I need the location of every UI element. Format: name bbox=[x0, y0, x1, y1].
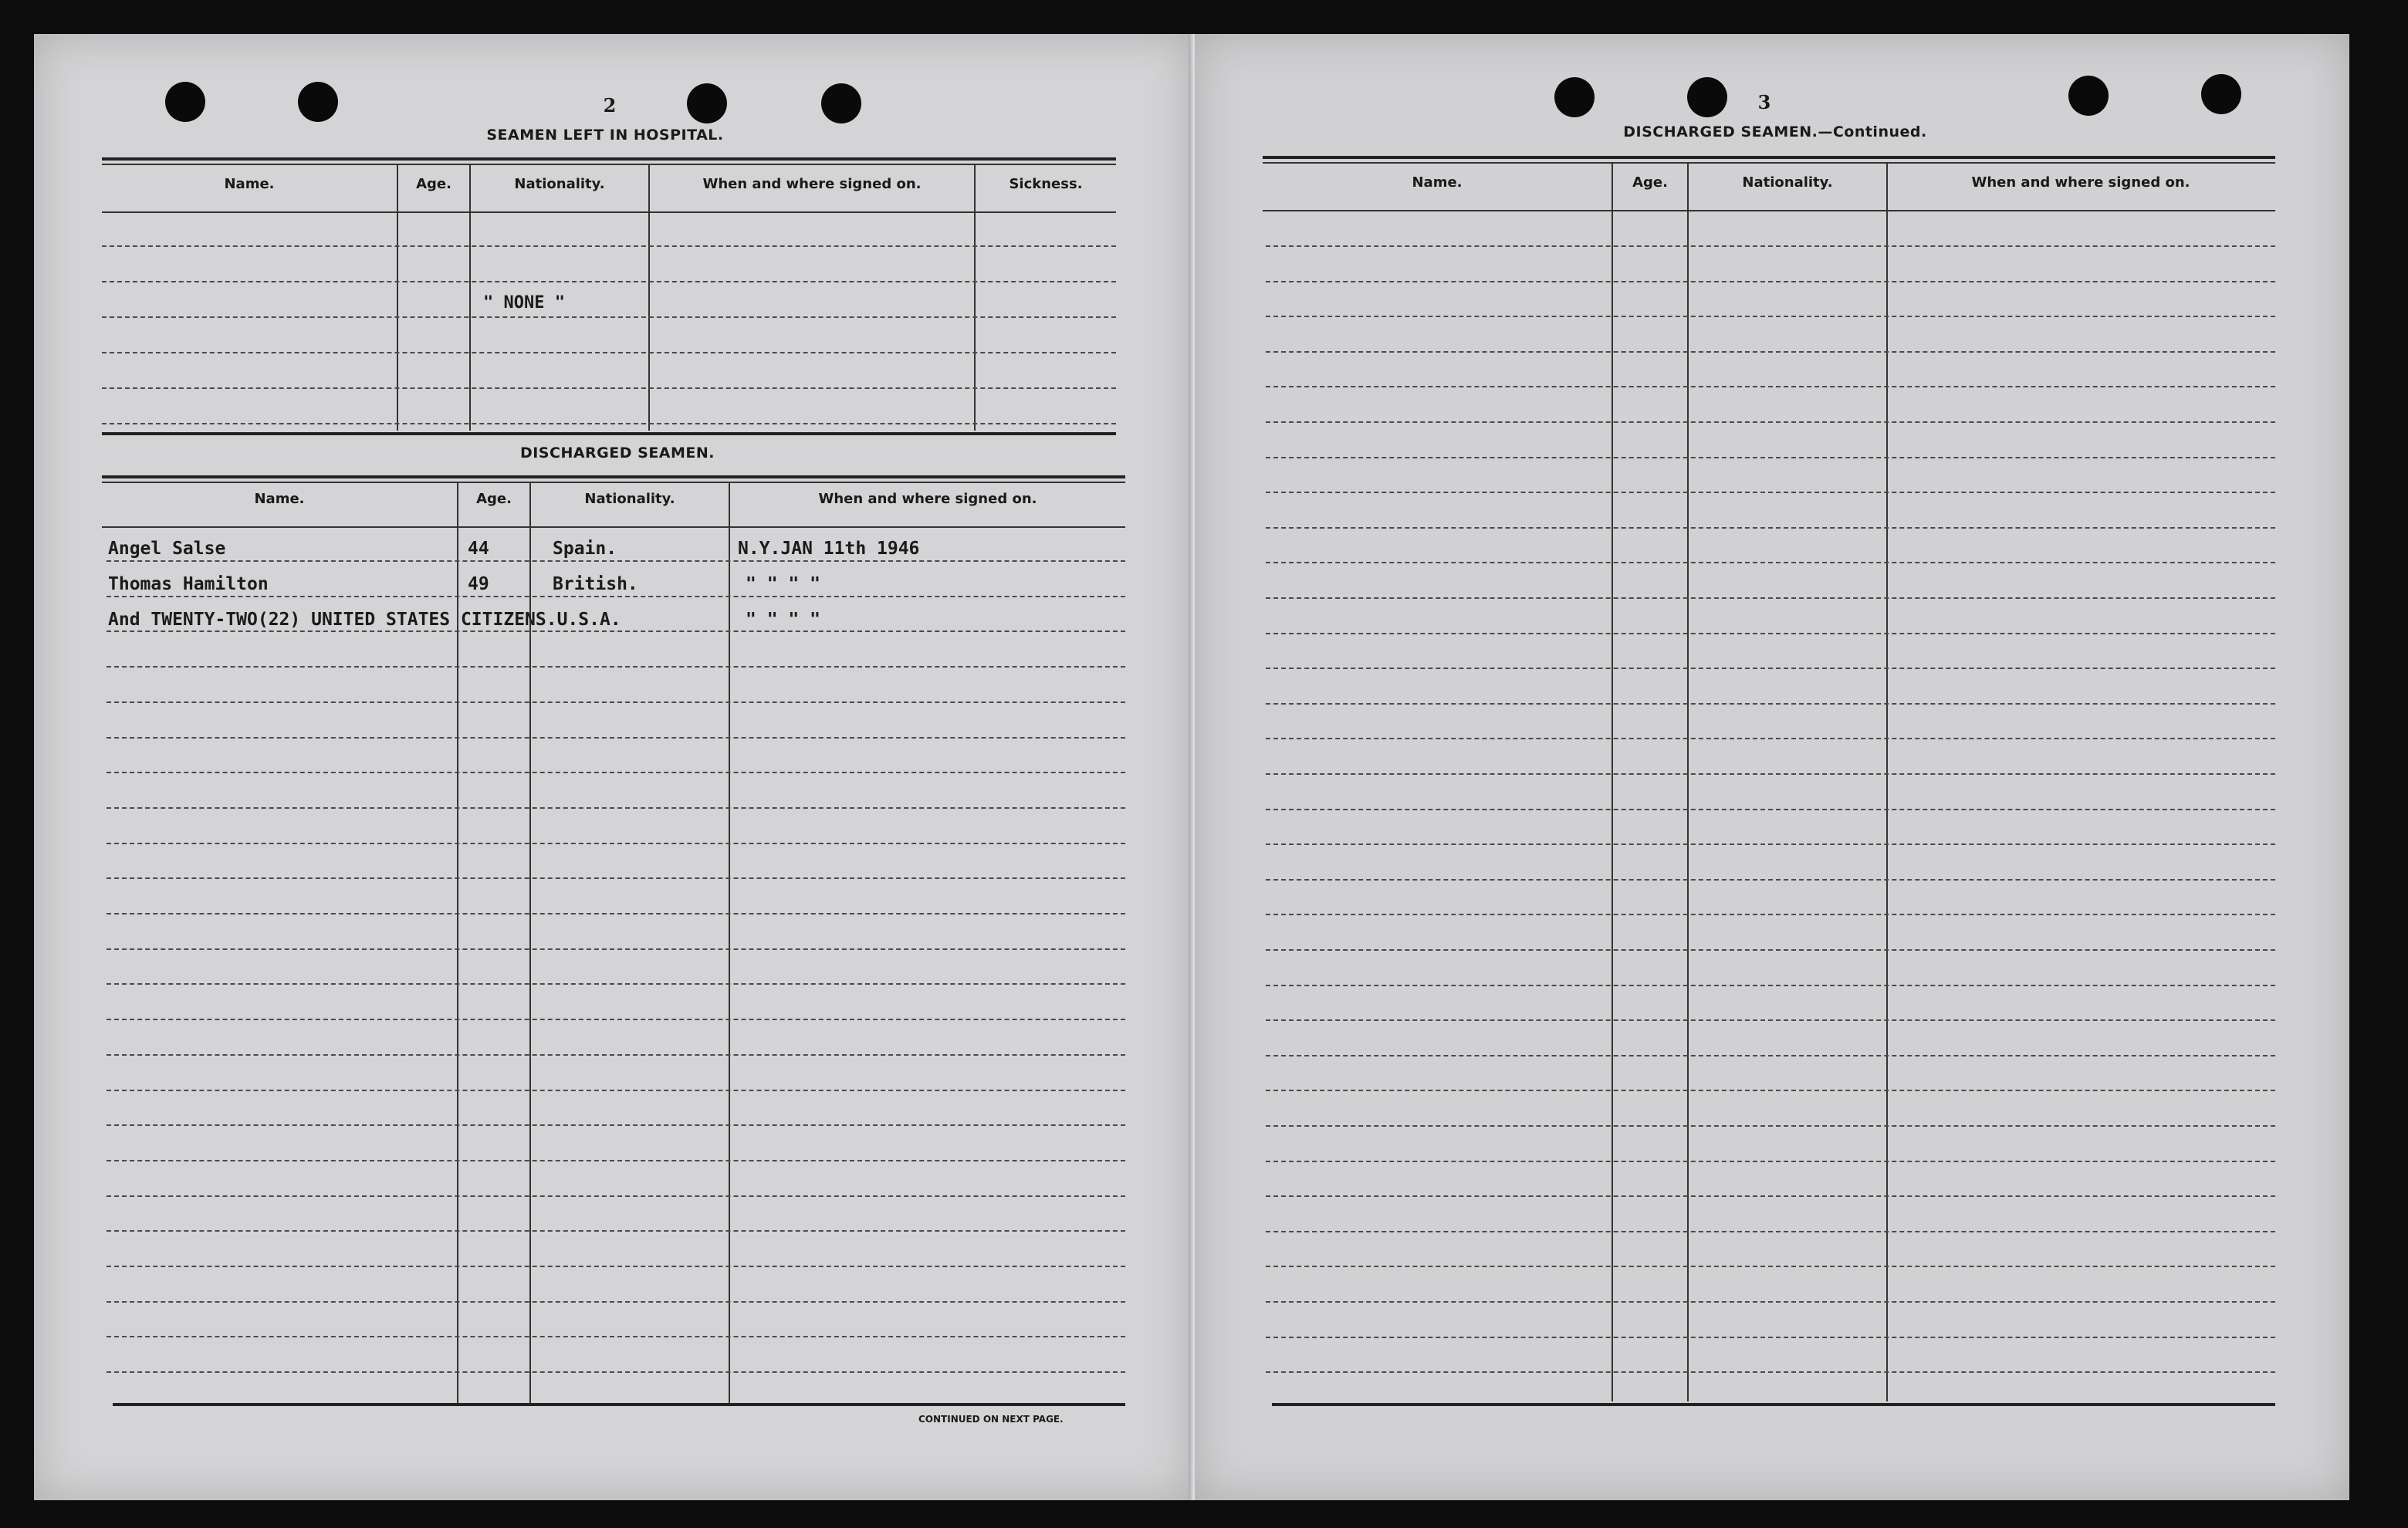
discharged-continued-title: DISCHARGED SEAMEN.—Continued. bbox=[1623, 123, 1927, 140]
row-line bbox=[107, 1054, 1125, 1056]
table-rule bbox=[113, 1403, 1125, 1406]
row-line bbox=[1266, 738, 2275, 739]
column-header: Sickness. bbox=[1009, 176, 1083, 192]
row-line bbox=[1266, 1195, 2275, 1197]
row-line bbox=[1266, 351, 2275, 353]
right-page bbox=[1195, 34, 2349, 1500]
table-rule bbox=[102, 211, 1116, 213]
row-line bbox=[102, 245, 1116, 247]
punch-hole bbox=[165, 82, 205, 122]
row-line bbox=[107, 807, 1125, 809]
row-line bbox=[107, 877, 1125, 879]
column-divider bbox=[1886, 162, 1888, 1401]
row-line bbox=[107, 596, 1125, 597]
table-rule bbox=[102, 164, 1116, 165]
row-line bbox=[1266, 281, 2275, 282]
seaman-signed-on: N.Y.JAN 11th 1946 bbox=[738, 539, 920, 559]
column-header: Name. bbox=[224, 176, 275, 192]
punch-hole bbox=[821, 83, 861, 123]
row-line bbox=[1266, 773, 2275, 775]
row-line bbox=[1266, 1055, 2275, 1056]
column-divider bbox=[974, 164, 976, 431]
row-line bbox=[107, 913, 1125, 914]
row-line bbox=[1266, 1090, 2275, 1091]
page-number: 2 bbox=[603, 94, 617, 117]
row-line bbox=[102, 316, 1116, 318]
row-line bbox=[107, 1301, 1125, 1303]
column-header: When and where signed on. bbox=[702, 176, 922, 192]
row-line bbox=[1266, 1266, 2275, 1267]
left-page bbox=[34, 34, 1192, 1500]
table-rule bbox=[1263, 162, 2275, 164]
punch-hole bbox=[687, 83, 727, 123]
row-line bbox=[1266, 1371, 2275, 1373]
seaman-signed-on: " " " " bbox=[746, 610, 820, 630]
column-divider bbox=[1612, 162, 1613, 1401]
row-line bbox=[1266, 1161, 2275, 1162]
row-line bbox=[107, 948, 1125, 950]
seaman-name: Thomas Hamilton bbox=[108, 574, 269, 594]
row-line bbox=[1266, 1231, 2275, 1232]
discharged-section-title: DISCHARGED SEAMEN. bbox=[519, 445, 715, 461]
seaman-nationality: British. bbox=[553, 574, 638, 594]
row-line bbox=[107, 1195, 1125, 1197]
row-line bbox=[107, 772, 1125, 773]
row-line bbox=[102, 387, 1116, 389]
column-header: Name. bbox=[1412, 174, 1463, 191]
column-divider bbox=[648, 164, 650, 431]
row-line bbox=[107, 630, 1125, 632]
row-line bbox=[1266, 914, 2275, 915]
row-line bbox=[1266, 245, 2275, 247]
punch-hole bbox=[2201, 74, 2241, 114]
column-header: Age. bbox=[476, 491, 512, 507]
table-rule bbox=[1263, 156, 2275, 159]
hospital-entry: " NONE " bbox=[483, 293, 565, 313]
row-line bbox=[1266, 879, 2275, 881]
row-line bbox=[107, 1336, 1125, 1337]
table-rule bbox=[1263, 210, 2275, 211]
row-line bbox=[107, 1124, 1125, 1126]
seaman-signed-on: " " " " bbox=[746, 574, 820, 594]
row-line bbox=[107, 1371, 1125, 1373]
table-rule bbox=[102, 157, 1116, 161]
table-rule bbox=[1272, 1403, 2275, 1406]
row-line bbox=[1266, 1337, 2275, 1338]
punch-hole bbox=[1554, 77, 1595, 117]
row-line bbox=[102, 281, 1116, 282]
row-line bbox=[107, 560, 1125, 562]
row-line bbox=[1266, 421, 2275, 423]
row-line bbox=[107, 666, 1125, 668]
seaman-age: 49 bbox=[468, 574, 489, 594]
hospital-section-title: SEAMEN LEFT IN HOSPITAL. bbox=[486, 127, 724, 144]
column-header: When and where signed on. bbox=[818, 491, 1037, 507]
column-header: When and where signed on. bbox=[1971, 174, 2190, 191]
row-line bbox=[107, 983, 1125, 985]
row-line bbox=[1266, 1019, 2275, 1021]
row-line bbox=[1266, 597, 2275, 599]
row-line bbox=[1266, 703, 2275, 705]
row-line bbox=[1266, 1301, 2275, 1303]
row-line bbox=[107, 843, 1125, 844]
column-header: Nationality. bbox=[584, 491, 675, 507]
column-header: Nationality. bbox=[514, 176, 605, 192]
column-divider bbox=[469, 164, 471, 431]
table-rule bbox=[102, 475, 1125, 478]
row-line bbox=[107, 1266, 1125, 1267]
table-rule bbox=[102, 526, 1125, 528]
page-number: 3 bbox=[1757, 91, 1771, 113]
row-line bbox=[1266, 843, 2275, 845]
row-line bbox=[1266, 527, 2275, 529]
row-line bbox=[1266, 1125, 2275, 1127]
row-line bbox=[1266, 633, 2275, 634]
row-line bbox=[1266, 316, 2275, 317]
row-line bbox=[102, 352, 1116, 353]
column-header: Age. bbox=[1632, 174, 1668, 191]
table-rule bbox=[102, 482, 1125, 483]
row-line bbox=[107, 1090, 1125, 1091]
row-line bbox=[1266, 386, 2275, 387]
seaman-name: And TWENTY-TWO(22) UNITED STATES CITIZENS.U.S.A. bbox=[108, 610, 621, 630]
seaman-name: Angel Salse bbox=[108, 539, 226, 559]
column-divider bbox=[1687, 162, 1689, 1401]
punch-hole bbox=[298, 82, 338, 122]
row-line bbox=[102, 423, 1116, 424]
punch-hole bbox=[1687, 77, 1727, 117]
row-line bbox=[1266, 668, 2275, 669]
column-divider bbox=[397, 164, 398, 431]
row-line bbox=[1266, 457, 2275, 458]
column-header: Age. bbox=[416, 176, 452, 192]
row-line bbox=[1266, 949, 2275, 951]
row-line bbox=[107, 737, 1125, 739]
continued-note: CONTINUED ON NEXT PAGE. bbox=[918, 1414, 1064, 1425]
column-header: Name. bbox=[254, 491, 305, 507]
row-line bbox=[107, 1230, 1125, 1232]
seaman-nationality: Spain. bbox=[553, 539, 617, 559]
seaman-age: 44 bbox=[468, 539, 489, 559]
row-line bbox=[1266, 562, 2275, 563]
table-rule bbox=[102, 432, 1116, 435]
row-line bbox=[1266, 492, 2275, 493]
row-line bbox=[107, 1160, 1125, 1161]
row-line bbox=[1266, 985, 2275, 986]
row-line bbox=[1266, 809, 2275, 810]
row-line bbox=[107, 1019, 1125, 1020]
column-header: Nationality. bbox=[1742, 174, 1833, 191]
row-line bbox=[107, 701, 1125, 703]
punch-hole bbox=[2068, 76, 2109, 116]
